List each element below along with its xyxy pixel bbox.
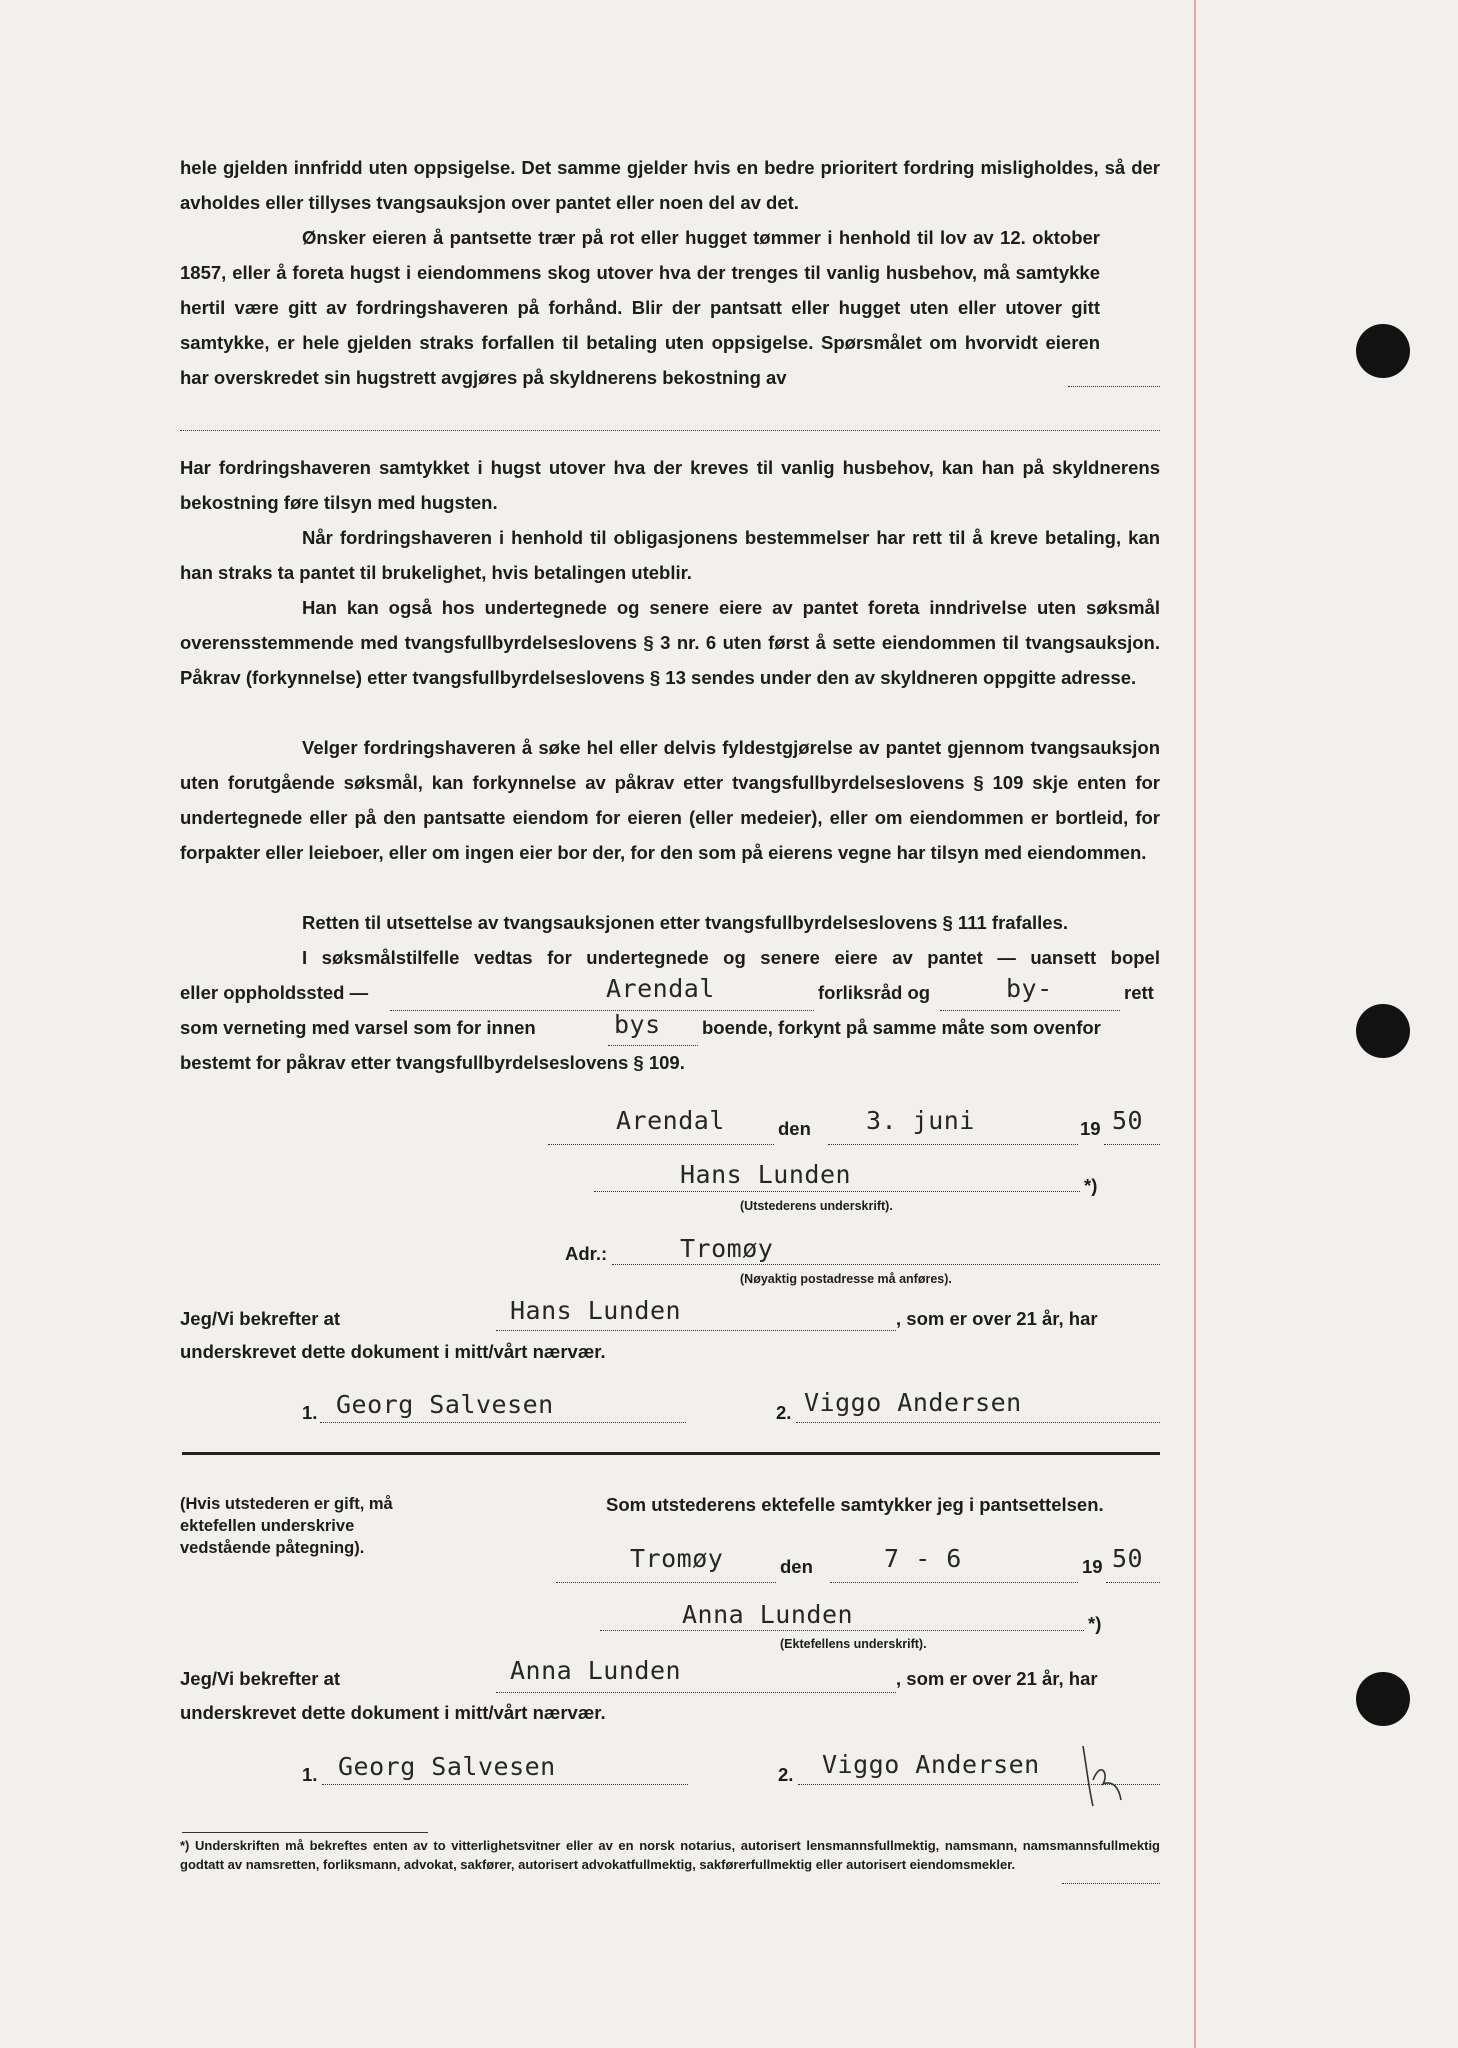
signature-mark: *)	[1084, 1175, 1098, 1196]
fill-line	[390, 1010, 814, 1011]
punch-hole	[1356, 1672, 1410, 1726]
witness-2: Viggo Andersen	[822, 1750, 1040, 1779]
venue-city: Arendal	[606, 974, 715, 1003]
spouse-year: 50	[1112, 1544, 1144, 1573]
fill-line	[830, 1582, 1078, 1583]
venue-mid: forliksråd og	[818, 982, 931, 1003]
venue-line3: bestemt for påkrav etter tvangsfullbyrdelseslovens § 109.	[180, 1052, 685, 1073]
confirm-line2: underskrevet dette dokument i mitt/vårt nærvær.	[180, 1702, 606, 1723]
spouse-place: Tromøy	[630, 1544, 724, 1573]
confirm-prefix: Jeg/Vi bekrefter at	[180, 1308, 341, 1329]
fill-line	[594, 1191, 1080, 1192]
paragraph-enforcement: Han kan også hos undertegnede og senere eiere av pantet foreta inndrivelse uten søksmål overensstemmende med tvangsfullbyrdelseslovens § 3 nr. 6 uten først å sette eiendommen til tvangsauksjon. Påkrav (forkynnelse) etter tvangsfullbyrdelseslovens § 13 sendes under den av skyldneren oppgitte adresse.	[180, 597, 1160, 688]
footnote: *) Underskriften må bekreftes enten av to vitterlighetsvitner eller av en norsk notarius, autorisert lensmannsfullmektig, namsmann, namsmannsfullmektig godtatt av namsretten, forliksmann, advokat, sakfører, autorisert advokatfullmektig, sakførerfullmektig eller autorisert eiendomsmekler.	[180, 1838, 1160, 1872]
spouse-side-note: (Hvis utstederen er gift, må ektefellen underskrive vedstående påtegning).	[180, 1495, 393, 1557]
paragraph-default: hele gjelden innfridd uten oppsigelse. Det samme gjelder hvis en bedre prioritert fordring misligholdes, så der avholdes eller tillyses tvangsauksjon over pantet eller noen del av det.	[180, 157, 1160, 213]
fill-line	[496, 1692, 896, 1693]
spouse-date: 7 - 6	[884, 1544, 962, 1573]
issuer-year: 50	[1112, 1106, 1144, 1135]
paragraph-auction: Velger fordringshaveren å søke hel eller delvis fyldestgjørelse av pantet gjennom tvangsauksjon uten forutgående søksmål, kan forkynnelse av påkrav etter tvangsfullbyrdelseslovens § 109 skje enten for undertegnede eller på den pantsatte eiendom for eieren (eller medeier), eller om eiendommen er bortleid, for forpakter eller leieboer, eller om ingen eier bor der, for den som på eierens vegne har tilsyn med eiendommen.	[180, 737, 1160, 863]
witness-number: 1.	[302, 1402, 318, 1423]
fill-line	[1068, 386, 1160, 387]
punch-hole	[1356, 324, 1410, 378]
confirm-prefix: Jeg/Vi bekrefter at	[180, 1668, 341, 1689]
witness-2: Viggo Andersen	[804, 1388, 1022, 1417]
witness-number: 2.	[778, 1764, 794, 1785]
confirm-line2: underskrevet dette dokument i mitt/vårt nærvær.	[180, 1341, 606, 1362]
issuer-place: Arendal	[616, 1106, 725, 1135]
witness-1: Georg Salvesen	[336, 1390, 554, 1419]
fill-line	[496, 1330, 896, 1331]
venue-scope: bys	[614, 1010, 661, 1039]
confirm-suffix: , som er over 21 år, har	[896, 1308, 1098, 1329]
venue-line2-suffix: boende, forkynt på samme måte som ovenfor	[702, 1017, 1101, 1038]
address-label: Adr.:	[565, 1243, 608, 1264]
signature-caption: (Utstederens underskrift).	[740, 1199, 893, 1213]
venue-line2-prefix: som verneting med varsel som for innen	[180, 1017, 536, 1038]
venue-court: by-	[1006, 974, 1053, 1003]
paragraph-postponement: Retten til utsettelse av tvangsauksjonen etter tvangsfullbyrdelseslovens § 111 frafalles.	[302, 912, 1068, 933]
initials-flourish	[1075, 1740, 1145, 1810]
year-prefix: 19	[1080, 1118, 1101, 1139]
paragraph-supervision: Har fordringshaveren samtykket i hugst utover hva der kreves til vanlig husbehov, kan han på skyldnerens bekostning føre tilsyn med hugsten.	[180, 457, 1160, 513]
margin-line	[1194, 0, 1196, 2048]
footnote-rule	[182, 1832, 428, 1833]
signature-mark: *)	[1088, 1613, 1102, 1634]
venue-suffix: rett	[1124, 982, 1154, 1003]
date-den: den	[778, 1118, 811, 1139]
fill-line	[320, 1422, 686, 1423]
paragraph-timber: Ønsker eieren å pantsette trær på rot eller hugget tømmer i henhold til lov av 12. oktober 1857, eller å foreta hugst i eiendommens skog utover hva der trenges til vanlig husbehov, må samtykke hertil være gitt av fordringshaveren på forhånd. Blir der pantsatt eller hugget uten eller utover gitt samtykke, er hele gjelden straks forfallen til betaling uten oppsigelse. Spørsmålet om hvorvidt eieren har overskredet sin hugstrett avgjøres på skyldnerens bekostning av	[180, 227, 1100, 388]
spouse-signature-caption: (Ektefellens underskrift).	[780, 1637, 927, 1651]
issuer-address: Tromøy	[680, 1234, 774, 1263]
fill-line	[940, 1010, 1120, 1011]
paragraph-usufruct: Når fordringshaveren i henhold til obligasjonens bestemmelser har rett til å kreve betaling, kan han straks ta pantet til brukelighet, hvis betalingen uteblir.	[180, 527, 1160, 583]
confirm-suffix: , som er over 21 år, har	[896, 1668, 1098, 1689]
fill-line	[322, 1784, 688, 1785]
fill-line	[796, 1422, 1160, 1423]
fill-line	[600, 1630, 1084, 1631]
fill-line	[612, 1264, 1160, 1265]
fill-line	[548, 1144, 774, 1145]
witness-1: Georg Salvesen	[338, 1752, 556, 1781]
fill-line	[180, 430, 1160, 431]
fill-line	[1104, 1144, 1160, 1145]
witness-number: 2.	[776, 1402, 792, 1423]
section-divider	[182, 1452, 1160, 1455]
fill-line	[1062, 1883, 1160, 1884]
witness-number: 1.	[302, 1764, 318, 1785]
fill-line	[828, 1144, 1078, 1145]
confirm-name: Anna Lunden	[510, 1656, 682, 1685]
year-prefix: 19	[1082, 1556, 1103, 1577]
confirm-name: Hans Lunden	[510, 1296, 682, 1325]
issuer-signature: Hans Lunden	[680, 1160, 852, 1189]
issuer-date: 3. juni	[866, 1106, 975, 1135]
venue-prefix: eller oppholdssted —	[180, 982, 369, 1003]
fill-line	[1106, 1582, 1160, 1583]
spouse-consent: Som utstederens ektefelle samtykker jeg i pantsettelsen.	[606, 1494, 1104, 1515]
fill-line	[608, 1045, 698, 1046]
address-caption: (Nøyaktig postadresse må anføres).	[740, 1272, 952, 1286]
date-den: den	[780, 1556, 813, 1577]
punch-hole	[1356, 1004, 1410, 1058]
fill-line	[556, 1582, 776, 1583]
paragraph-venue: I søksmålstilfelle vedtas for undertegnede og senere eiere av pantet — uansett bopel	[302, 947, 1160, 968]
spouse-signature: Anna Lunden	[682, 1600, 854, 1629]
